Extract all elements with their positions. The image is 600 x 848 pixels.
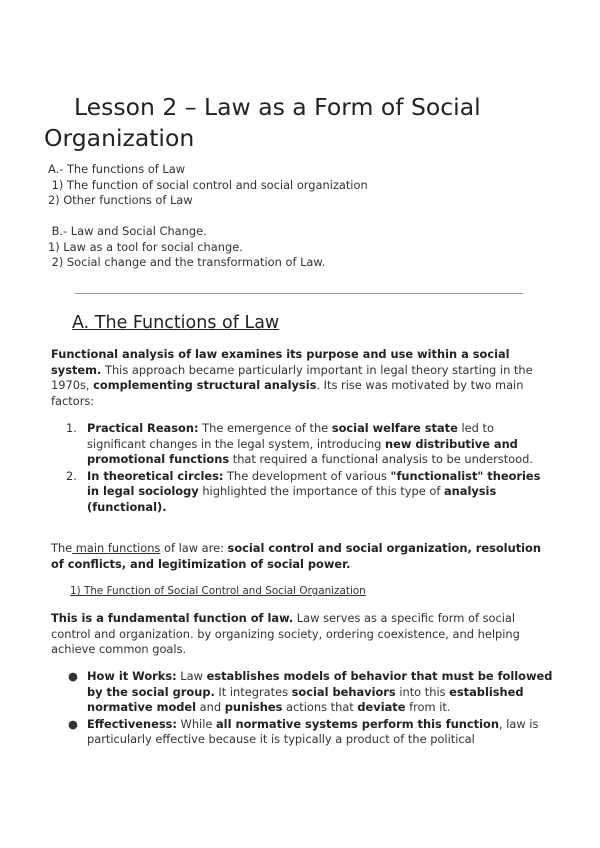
toc-line — [48, 209, 368, 225]
bold-text: establishes models of behavior that must be followed by the social group. — [87, 669, 553, 699]
toc-line: 2) Other functions of Law — [48, 193, 193, 207]
text: from it. — [405, 700, 451, 715]
list-number: 2. — [66, 468, 77, 483]
text: The — [51, 541, 73, 555]
text: . Its rise was motivated by two main factors: — [51, 378, 524, 408]
list-item — [66, 421, 556, 468]
text: actions that — [282, 700, 358, 715]
lesson-title: Lesson 2 – Law as a Form of Social Organization — [44, 93, 481, 152]
text: and — [196, 700, 225, 715]
bold-text: This is a fundamental function of law. — [51, 611, 294, 625]
section-a-heading: A. The Functions of Law — [72, 313, 280, 333]
toc-line: B.- Law and Social Change. — [48, 224, 207, 238]
subsection-1-intro — [51, 611, 556, 658]
section-a-intro — [51, 347, 556, 409]
bold-text: complementing structural analysis — [93, 378, 317, 393]
bold-text: deviate — [357, 700, 406, 715]
toc-line: 2) Social change and the transformation of Law. — [48, 255, 326, 269]
text: , law is particularly effective because it is typically a product of the political — [87, 716, 539, 747]
toc-line: 1) The function of social control and social organization — [48, 177, 368, 192]
bold-text: social behaviors — [291, 684, 396, 699]
bold-text: analysis (functional). — [87, 484, 497, 514]
factors-list — [66, 421, 556, 517]
bullet-list — [66, 669, 556, 749]
text: It integrates — [214, 684, 292, 699]
text: Law — [176, 669, 207, 683]
text: led to significant changes in the legal system, introducing — [87, 421, 494, 451]
list-item — [66, 669, 556, 716]
toc-line: A.- The functions of Law — [48, 162, 186, 176]
bold-text: Functional analysis of law examines its purpose and use within a social system. — [51, 347, 510, 377]
bold-text: "functionalist" theories in legal sociology — [87, 468, 541, 499]
toc-line: 1) Law as a tool for social change. — [48, 239, 243, 254]
text: that required a functional analysis to be understood. — [229, 452, 533, 467]
text: While — [176, 716, 216, 731]
bold-text: In theoretical circles: — [87, 468, 224, 483]
text: into this — [395, 684, 450, 699]
bold-text: punishes — [224, 700, 283, 715]
table-of-contents — [48, 162, 368, 271]
list-item — [66, 469, 556, 516]
main-functions-paragraph — [51, 541, 556, 572]
list-item — [66, 717, 556, 748]
list-number: 1. — [66, 421, 77, 435]
bold-text: social control and social organization, resolution of conflicts, and legitimization of social power. — [51, 541, 541, 571]
main-functions-link[interactable]: main functions — [72, 541, 161, 555]
bold-text: established normative model — [87, 684, 524, 715]
horizontal-divider — [75, 293, 523, 294]
bold-text: new distributive and promotional functions — [87, 436, 518, 467]
text: Law serves as a specific form of social control and organization. by organizing society, ordering coexistence, and helping achieve common goals. — [51, 611, 520, 657]
subsection-1-heading: 1) The Function of Social Control and Social Organization — [70, 585, 366, 597]
bold-text: How it Works: — [87, 669, 177, 683]
text: highlighted the importance of this type of — [198, 484, 444, 499]
bold-text: social welfare state — [331, 421, 458, 435]
bullet-icon: ● — [68, 669, 78, 683]
text: The emergence of the — [198, 421, 332, 435]
bullet-icon: ● — [68, 716, 78, 731]
bold-text: Effectiveness: — [87, 716, 177, 731]
bold-text: all normative systems perform this function — [216, 716, 499, 731]
text: This approach became particularly important in legal theory starting in the 1970s, — [51, 362, 533, 393]
bold-text: Practical Reason: — [87, 421, 199, 435]
text: The development of various — [223, 468, 391, 483]
text: of law are: — [160, 541, 228, 555]
